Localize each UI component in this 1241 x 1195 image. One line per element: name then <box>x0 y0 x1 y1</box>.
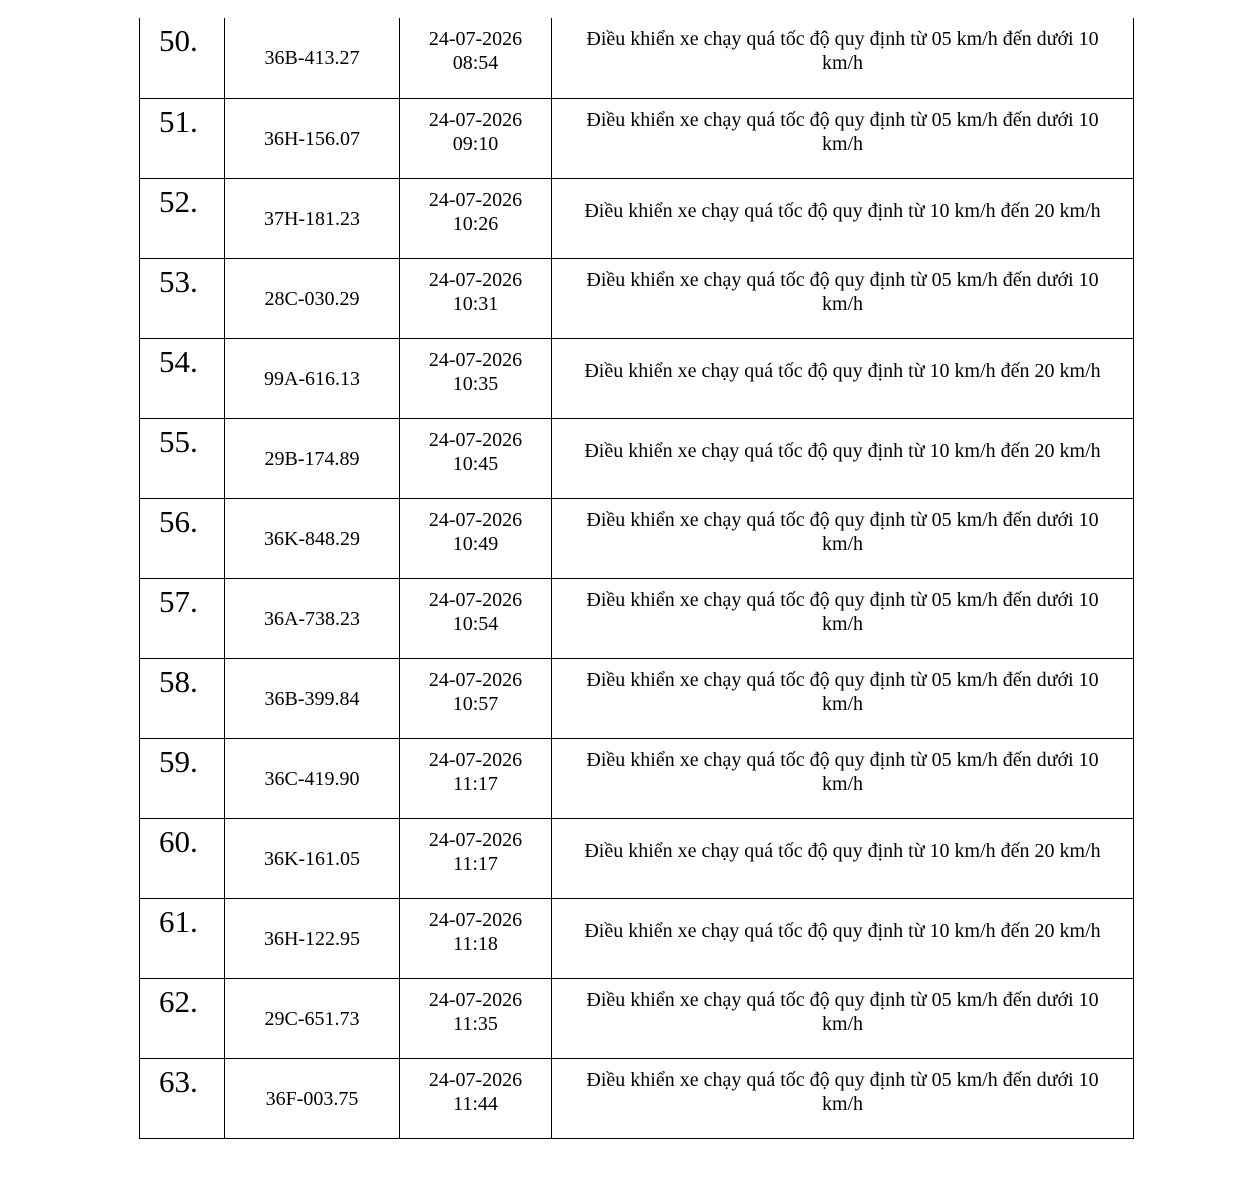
license-plate: 28C-030.29 <box>225 258 400 338</box>
violation-datetime <box>400 418 552 498</box>
violation-datetime <box>400 578 552 658</box>
table-row <box>140 738 1134 818</box>
license-plate: 36K-161.05 <box>225 818 400 898</box>
violation-description: Điều khiển xe chạy quá tốc độ quy định từ 10 km/h đến 20 km/h <box>552 418 1134 498</box>
table-row <box>140 338 1134 418</box>
violation-datetime <box>400 18 552 98</box>
violation-description: Điều khiển xe chạy quá tốc độ quy định từ 05 km/h đến dưới 10 km/h <box>552 658 1134 738</box>
violation-time: 10:26 <box>452 212 499 235</box>
violation-date: 24-07-2026 <box>428 908 523 931</box>
row-number: 54. <box>140 338 225 418</box>
table-body <box>140 18 1134 1138</box>
violation-time: 10:31 <box>452 292 499 315</box>
violation-time: 10:49 <box>452 532 499 555</box>
violation-time: 08:54 <box>452 52 499 74</box>
violation-description: Điều khiển xe chạy quá tốc độ quy định từ 10 km/h đến 20 km/h <box>552 338 1134 418</box>
violation-time: 09:10 <box>452 132 499 155</box>
table-row <box>140 178 1134 258</box>
violation-description: Điều khiển xe chạy quá tốc độ quy định từ 05 km/h đến dưới 10 km/h <box>552 738 1134 818</box>
license-plate: 29B-174.89 <box>225 418 400 498</box>
violation-description: Điều khiển xe chạy quá tốc độ quy định từ 05 km/h đến dưới 10 km/h <box>552 498 1134 578</box>
row-number: 63. <box>140 1058 225 1138</box>
violation-description: Điều khiển xe chạy quá tốc độ quy định từ 05 km/h đến dưới 10 km/h <box>552 978 1134 1058</box>
violation-datetime <box>400 898 552 978</box>
row-number: 53. <box>140 258 225 338</box>
row-number: 56. <box>140 498 225 578</box>
violation-datetime <box>400 338 552 418</box>
violation-time: 11:18 <box>453 932 498 955</box>
table-row <box>140 978 1134 1058</box>
violation-date: 24-07-2026 <box>428 588 523 611</box>
license-plate: 36F-003.75 <box>225 1058 400 1138</box>
violation-datetime <box>400 978 552 1058</box>
violation-date: 24-07-2026 <box>428 188 523 211</box>
license-plate: 36H-156.07 <box>225 98 400 178</box>
violation-datetime <box>400 258 552 338</box>
row-number: 58. <box>140 658 225 738</box>
violation-time: 11:35 <box>453 1012 498 1035</box>
violation-description: Điều khiển xe chạy quá tốc độ quy định từ 10 km/h đến 20 km/h <box>552 178 1134 258</box>
violations-table <box>139 18 1134 1139</box>
violation-time: 11:17 <box>453 852 498 875</box>
row-number: 50. <box>140 18 225 98</box>
license-plate: 36B-413.27 <box>225 18 400 98</box>
license-plate: 36C-419.90 <box>225 738 400 818</box>
violation-date: 24-07-2026 <box>428 268 523 291</box>
row-number: 51. <box>140 98 225 178</box>
table-row <box>140 578 1134 658</box>
violation-date: 24-07-2026 <box>428 668 523 691</box>
license-plate: 36B-399.84 <box>225 658 400 738</box>
row-number: 55. <box>140 418 225 498</box>
violation-date: 24-07-2026 <box>428 828 523 851</box>
license-plate: 36A-738.23 <box>225 578 400 658</box>
violation-datetime <box>400 98 552 178</box>
violation-time: 11:44 <box>453 1092 498 1115</box>
violation-datetime <box>400 1058 552 1138</box>
violation-description: Điều khiển xe chạy quá tốc độ quy định từ 05 km/h đến dưới 10 km/h <box>552 258 1134 338</box>
violation-time: 10:35 <box>452 372 499 395</box>
violation-date: 24-07-2026 <box>428 348 523 371</box>
violation-time: 10:54 <box>452 612 499 635</box>
table-row <box>140 258 1134 338</box>
license-plate: 36H-122.95 <box>225 898 400 978</box>
row-number: 60. <box>140 818 225 898</box>
violation-datetime <box>400 818 552 898</box>
violation-datetime <box>400 658 552 738</box>
table-row <box>140 98 1134 178</box>
row-number: 57. <box>140 578 225 658</box>
row-number: 59. <box>140 738 225 818</box>
table-row <box>140 1058 1134 1138</box>
violation-datetime <box>400 738 552 818</box>
row-number: 62. <box>140 978 225 1058</box>
license-plate: 37H-181.23 <box>225 178 400 258</box>
violation-date: 24-07-2026 <box>428 748 523 771</box>
license-plate: 29C-651.73 <box>225 978 400 1058</box>
violation-date: 24-07-2026 <box>428 108 523 131</box>
violation-date: 24-07-2026 <box>428 1068 523 1091</box>
row-number: 52. <box>140 178 225 258</box>
table-row <box>140 898 1134 978</box>
violation-datetime <box>400 178 552 258</box>
license-plate: 36K-848.29 <box>225 498 400 578</box>
violation-time: 11:17 <box>453 772 498 795</box>
table-row <box>140 418 1134 498</box>
violation-date: 24-07-2026 <box>428 428 523 451</box>
license-plate: 99A-616.13 <box>225 338 400 418</box>
violation-time: 10:45 <box>452 452 499 475</box>
table-row <box>140 18 1134 98</box>
table-row <box>140 658 1134 738</box>
violation-datetime <box>400 498 552 578</box>
violation-description: Điều khiển xe chạy quá tốc độ quy định từ 10 km/h đến 20 km/h <box>552 898 1134 978</box>
violation-date: 24-07-2026 <box>428 28 523 50</box>
violation-date: 24-07-2026 <box>428 508 523 531</box>
violation-description: Điều khiển xe chạy quá tốc độ quy định từ 10 km/h đến 20 km/h <box>552 818 1134 898</box>
violation-description: Điều khiển xe chạy quá tốc độ quy định từ 05 km/h đến dưới 10 km/h <box>552 18 1134 98</box>
violation-time: 10:57 <box>452 692 499 715</box>
table-row <box>140 498 1134 578</box>
table-row <box>140 818 1134 898</box>
row-number: 61. <box>140 898 225 978</box>
violation-description: Điều khiển xe chạy quá tốc độ quy định từ 05 km/h đến dưới 10 km/h <box>552 1058 1134 1138</box>
violation-description: Điều khiển xe chạy quá tốc độ quy định từ 05 km/h đến dưới 10 km/h <box>552 98 1134 178</box>
violation-date: 24-07-2026 <box>428 988 523 1011</box>
violation-description: Điều khiển xe chạy quá tốc độ quy định từ 05 km/h đến dưới 10 km/h <box>552 578 1134 658</box>
